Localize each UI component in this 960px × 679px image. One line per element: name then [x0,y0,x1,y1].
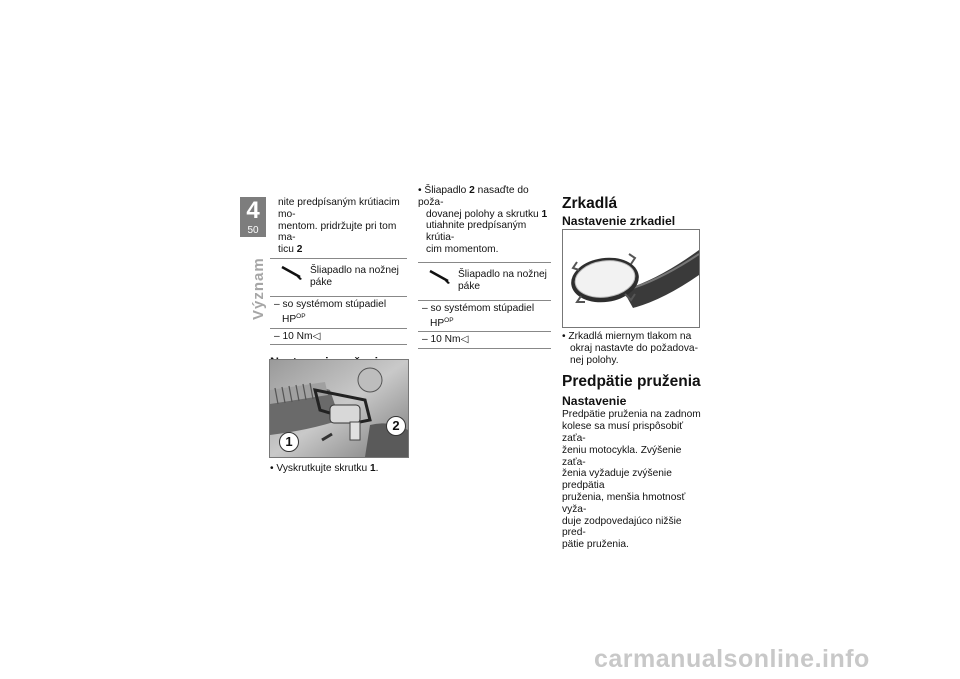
callout-2: 2 [386,416,406,436]
text-line: Predpätie pruženia na zadnom [562,409,701,421]
torque-spec-table [418,262,551,349]
text-fragment: . [375,463,379,474]
section-heading: Zrkadlá [562,195,618,212]
text-line: nej polohy. [570,354,619,366]
text-line: duje zodpovedajúco nižšie pred- [562,515,682,539]
bullet-item [418,185,551,256]
text-line: pätie pruženia. [562,539,629,551]
spec-header [270,259,407,297]
text-fragment: nasaďte do poža- [418,185,529,208]
text-fragment: dovanej polohy a skrutku [426,208,542,220]
spec-header [418,263,551,301]
part-reference: 2 [296,244,303,256]
text-fragment: • Šliapadlo [418,185,470,196]
text-line: utiahnite predpísaným krútia- [426,220,527,244]
spec-row [418,332,551,348]
part-reference: 2 [469,185,475,196]
text-line: nite predpísaným krútiacim mo- [278,197,400,220]
spec-title: Šliapadlo na nožnej páke [458,268,547,292]
bullet-item [270,463,407,475]
chapter-number: 4 [246,197,260,224]
paragraph [562,409,702,551]
text-line: pruženia, menšia hmotnosť vyža- [562,491,686,515]
torque-spec-table [270,258,407,345]
text-line: mentom. pridržujte pri tom ma- [278,220,397,244]
text-line: ženia vyžaduje zvýšenie predpätia [562,468,672,492]
text-line: kolese sa musí prispôsobiť zaťa- [562,421,684,444]
subsection-heading: Nastavenie zrkadiel [562,214,676,228]
part-reference: 1 [370,463,376,474]
spec-condition: – so systémom stúpadiel [274,298,387,310]
spec-row [418,301,551,333]
spec-title: Šliapadlo na nožnej páke [310,264,399,288]
column-3-lower [562,331,702,551]
spec-value: – 10 Nm◁ [274,330,321,342]
torque-wrench-icon [428,269,452,285]
text-line: okraj nastavte do požadova- [570,342,698,354]
chapter-marker [240,197,266,237]
spec-condition: – so systémom stúpadiel [422,302,535,314]
text-line [418,185,551,209]
spec-row [270,329,407,345]
spec-condition-cont [274,311,407,326]
spec-superscript: OP [296,312,306,320]
brake-pedal-figure [269,359,409,458]
text-line [418,209,551,221]
column-2 [418,185,551,349]
text-line: • Zrkadlá miernym tlakom na [562,331,692,342]
text-fragment: • Vyskrutkujte skrutku [270,463,370,474]
continuation-text [270,197,407,256]
spec-code: HP [282,313,297,325]
text-line [278,244,407,256]
watermark: carmanualsonline.info [594,645,870,673]
page-number: 50 [247,225,259,236]
mirror-figure [562,229,700,328]
chapter-title: Význam [250,257,267,320]
column-3 [562,195,702,229]
spec-value: – 10 Nm◁ [422,334,469,346]
subsection-heading: Nastavenie [562,394,627,409]
spec-condition-cont [422,315,551,330]
torque-wrench-icon [280,265,304,281]
text-line: cim momentom. [426,243,499,255]
spec-code: HP [430,317,445,329]
mirror-illustration [563,230,699,327]
part-reference: 1 [541,208,548,220]
spec-superscript: OP [444,316,454,324]
spec-row [270,297,407,329]
callout-1: 1 [279,432,299,452]
bullet-item [562,331,702,366]
section-heading: Predpätie pruženia [562,373,701,391]
text-fragment: ticu [278,244,297,256]
text-line: ženiu motocykla. Zvýšenie zaťa- [562,444,682,468]
